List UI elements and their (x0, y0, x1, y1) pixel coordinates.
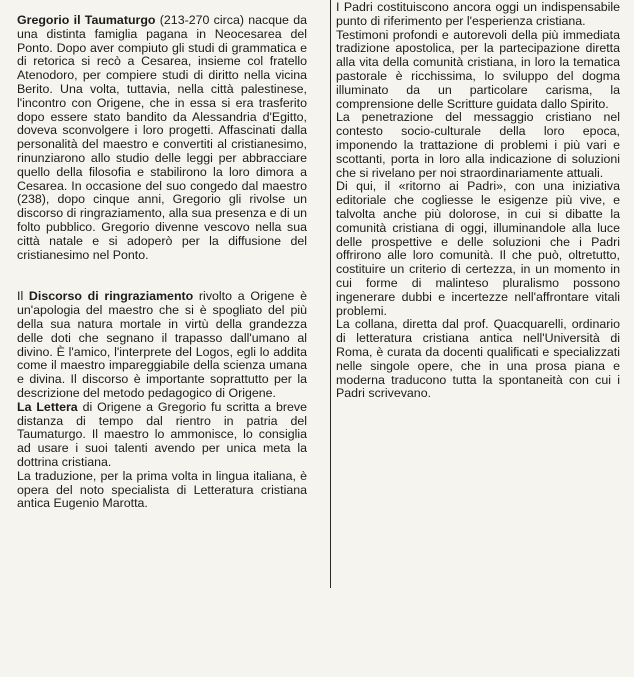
paragraph-discorso (17, 290, 307, 400)
traduzione-text: La traduzione, per la prima volta in lingua italiana, è opera del noto specialista di Letteratura cristiana antica Eugenio Marotta. (17, 468, 307, 511)
heading-lettera: La Lettera (17, 399, 78, 414)
paragraph-lettera (17, 401, 307, 470)
paragraph-ritorno-ai-padri: Di qui, il «ritorno ai Padri», con una iniziativa editoriale che cogliesse le esigenze più vive, e talvolta anche più dolorose, in cui si dibatte la comunità cristiana di oggi, illuminandole alla luce delle prospettive e delle soluzioni che i Padri offrirono alle loro comunità. Il che può, oltretutto, costituire un criterio di certezza, in un momento in cui forme di malinteso pluralismo possono ingenerare dubbi e incertezze nell'affrontare vitali problemi. (336, 179, 620, 318)
right-column (330, 0, 620, 588)
paragraph-collana: La collana, diretta dal prof. Quacquarelli, ordinario di letteratura cristiana antica nell'Università di Roma, è curata da docenti qualificati e specializzati nelle singole opere, che in una prosa piana e moderna traducono tutta la spontaneità con cui i Padri scrivevano. (336, 317, 620, 401)
paragraph-penetrazione: La penetrazione del messaggio cristiano nel contesto socio-culturale della loro epoca, imponendo la trattazione di problemi i più vari e scottanti, porta in loro alla indicazione di soluzioni che si rivelano per noi straordinariamente attuali. (336, 110, 620, 180)
paragraph-biography (17, 14, 307, 262)
paragraph-traduzione (17, 470, 307, 511)
heading-discorso: Discorso di ringraziamento (28, 289, 194, 304)
paragraph-testimoni: Testimoni profondi e autorevoli della più immediata tradizione apostolica, per la partecipazione diretta alla vita della comunità cristiana, in loro la tematica pastorale è ricchissima, lo sviluppo del dogma illuminato da un particolare carisma, la comprensione delle Scritture guidata dallo Spirito. (336, 27, 620, 111)
lettera-text: di Origene a Gregorio fu scritta a breve distanza di tempo dal rientro in patria del Taumaturgo. Il maestro lo ammonisce, lo consiglia ad usare i suoi talenti avendo per unica meta la dottrina cristiana. (17, 399, 307, 469)
left-column (17, 14, 307, 511)
heading-gregorio: Gregorio il Taumaturgo (17, 13, 156, 27)
paragraph-padri-intro: I Padri costituiscono ancora oggi un indispensabile punto di riferimento per l'esperienza cristiana. (336, 0, 620, 28)
biography-text: (213-270 circa) nacque da una distinta famiglia pagana in Neocesarea del Ponto. Dopo aver compiuto gli studi di grammatica e di retorica si recò a Cesarea, insieme col fratello Atenodoro, per compiere studi di diritto nella vicina Berito. Una volta, tuttavia, nella città palestinese, l'incontro con Origene, che in essa si era trasferito dopo essere stato bandito da Alessandria d'Egitto, doveva sconvolgere i loro progetti. Affascinati dalla personalità del maestro e convertiti al cristianesimo, rinunziarono allo studio delle leggi per abbracciare quello della filosofia e stabilirono la loro dimora a Cesarea. In occasione del suo congedo dal maestro (238), dopo cinque anni, Gregorio gli rivolse un discorso di ringraziamento, alla sua presenza e di un folto pubblico. Gregorio divenne vescovo nella sua città natale e si adoperò per la diffusione del cristianesimo nel Ponto. (17, 13, 308, 262)
discorso-prefix: Il (17, 289, 29, 304)
discorso-text: rivolto a Origene è un'apologia del maestro che si è spogliato del più della sua natura mortale in virtù della grandezza delle doti che segnano il trapasso dall'umano al divino. È l'amico, l'interprete del Logos, egli lo addita come il maestro impareggiabile della scienza umana e divina. Il discorso è importante soprattutto per la descrizione del metodo pedagogico di Origene. (17, 289, 308, 400)
